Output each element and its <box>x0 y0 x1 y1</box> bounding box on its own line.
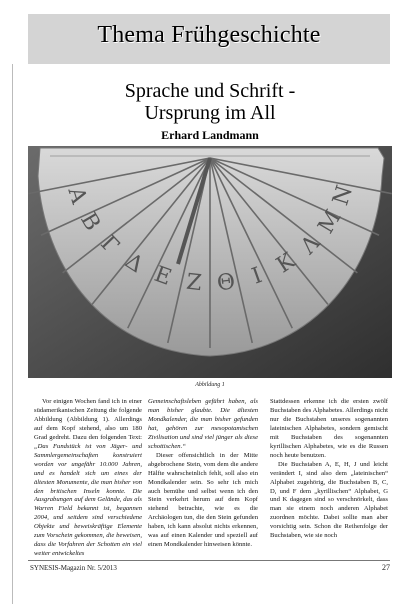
text-column-2 <box>148 398 258 558</box>
inscription-letter: I <box>248 263 266 290</box>
stone-sundial-photo <box>28 146 392 378</box>
paragraph: Die Buchstaben A, E, H, J und leicht verändert I, sind also dem „lateinischen“ Alphabet zugehörig, die Buchstaben B, C, D, und F dem „kyrillischen“ Alphabet, G und K dagegen sind so verschnörkelt, dass man sie einem noch anderen Alphabet zuordnen möchte. Dabei sollte man aber vorsichtig sein. Schon die Reihenfolge der Buchstaben, wie sie noch <box>270 460 388 540</box>
magazine-issue: SYNESIS-Magazin Nr. 5/2013 <box>30 564 117 572</box>
stone-illustration <box>28 146 392 378</box>
paragraph: Dieser offensichtlich in der Mitte abgebrochene Stein, vom dem die andere Hälfte wahrscheinlich fehlt, soll also ein Mondkalender sein. So sehr ich mich auch bemühe und selbst wenn ich den Stein verkehrt herum auf dem Kopf stehend betrachte, wie es die Archäologen tun, die den Stein gefunden haben, ich kann absolut nichts erkennen, was auf einen Kalender und speziell auf einen Mondkalender hinweisen könnte. <box>148 451 258 549</box>
author-byline: Erhard Landmann <box>161 128 259 142</box>
inscription-letter: Г <box>95 231 124 259</box>
inscription-letter: Δ <box>120 248 148 279</box>
text-column-1 <box>34 398 142 558</box>
article-title-line-2: Ursprung im All <box>144 102 276 124</box>
paragraph: Stattdessen erkenne ich die ersten zwölf Buchstaben des Alphabetes. Allerdings nicht nur die Buchstaben unseres sogenannten lateinischen Alphabetes, sondern gemischt mit Buchstaben des sogenannten kyrillischen Alphabetes, wie es die Russen noch heute benutzen. <box>270 398 388 459</box>
page-number: 27 <box>382 563 390 572</box>
paragraph: Vor einigen Wochen fand ich in einer südamerikanischen Zeitung die folgende Abbildung (Abbildung 1). Allerdings auf dem Kopf stehend, also um 180 Grad gedreht. Dazu den folgenden Text: „Das Fundstück ist von Jäger- und Sammlergemeinschaften konstruiert worden vor ungefähr 10.000 Jahren, und es handelt sich um eines der ältesten Monumente, die man bisher von den britischen Inseln konnte. Die Ausgrabungen auf dem Gelände, das als Warren Field bekannt ist, begannen 2004, und seitdem sind verschiedene Objekte und beweiskräftige Elemente zum Vorschein gekommen, die beweisen, dass die Vorfahren der Schotten ein viel weiter entwickeltes <box>34 398 142 558</box>
inscription-letter: Λ <box>296 230 326 260</box>
section-header <box>28 14 390 64</box>
inscription-letter: K <box>272 248 300 279</box>
inscription-letter: B <box>75 208 105 236</box>
figure-caption: Abbildung 1 <box>195 382 225 388</box>
text-column-3 <box>270 398 388 558</box>
inscription-letter: N <box>328 182 358 209</box>
paragraph: Gemeinschaftsleben geführt haben, als man bisher glaubte. Die ältesten Mondkalender, die man bisher gefunden hat, gehören zur mesopotamischen Zivilisation und sind viel jünger als diese schottischen.“ <box>148 398 258 450</box>
inscription-letter: A <box>62 184 92 207</box>
margin-rule <box>12 64 13 604</box>
footer-rule <box>28 560 390 561</box>
inscription-letter: M <box>313 205 347 239</box>
inscription-letter: E <box>151 261 175 291</box>
inscription-letter: Θ <box>215 269 237 297</box>
article-title-line-1: Sprache und Schrift - <box>124 80 296 102</box>
inscription-letter: Z <box>184 269 203 297</box>
section-title: Thema Frühgeschichte <box>97 22 321 48</box>
